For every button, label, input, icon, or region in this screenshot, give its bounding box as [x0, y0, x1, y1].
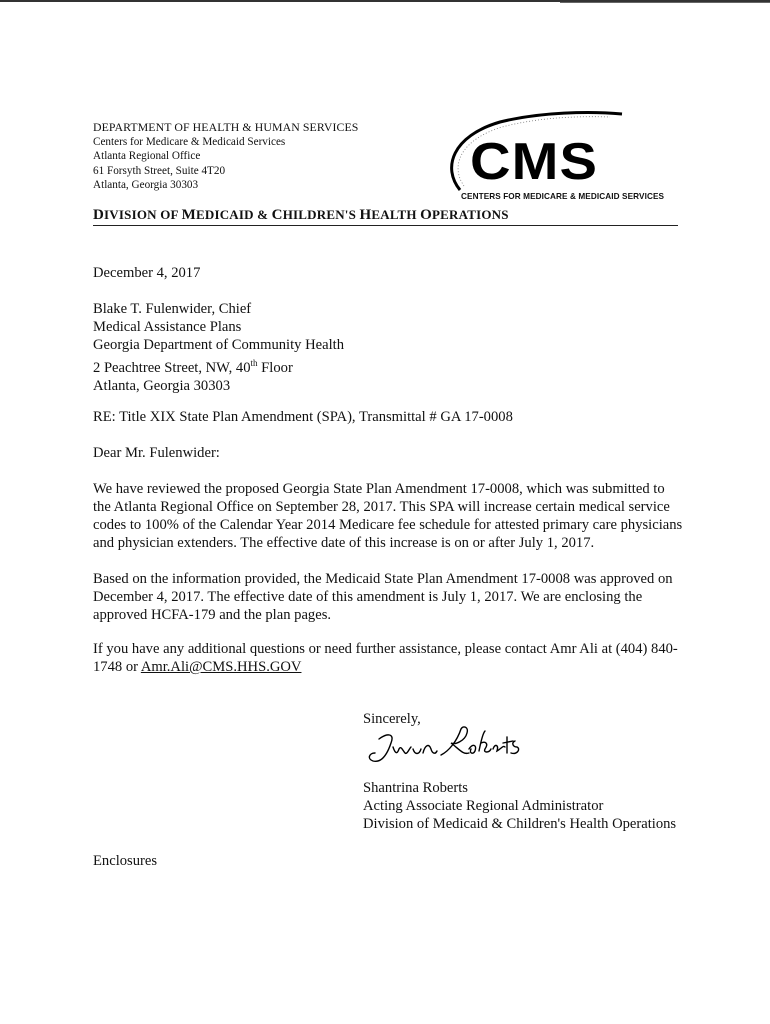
- center-name: Centers for Medicare & Medicaid Services: [93, 135, 286, 148]
- cms-logo-subtitle: CENTERS FOR MEDICARE & MEDICAID SERVICES: [461, 192, 665, 201]
- recipient-address: [93, 300, 683, 395]
- subject-line: RE: Title XIX State Plan Amendment (SPA), Transmittal # GA 17-0008: [93, 409, 513, 425]
- signer-block: [363, 779, 676, 833]
- signer-title: Acting Associate Regional Administrator: [363, 798, 604, 814]
- enclosures-note: Enclosures: [93, 853, 158, 869]
- page-top-border-fragment: [560, 2, 770, 3]
- signer-division: Division of Medicaid & Children's Health Operations: [363, 816, 677, 832]
- header-divider: [93, 225, 678, 226]
- recipient-title: Medical Assistance Plans: [93, 319, 242, 335]
- body-paragraph-3: If you have any additional questions or need further assistance, please contact Amr Ali at (404) 840-1748 or Amr.Ali@CMS.HHS.GOV: [93, 641, 678, 675]
- contact-email-link[interactable]: Amr.Ali@CMS.HHS.GOV: [140, 659, 302, 675]
- cms-logo-text: CMS: [470, 133, 599, 191]
- cms-logo: [440, 108, 680, 208]
- body-paragraph-1: We have reviewed the proposed Georgia State Plan Amendment 17-0008, which was submitted to the Atlanta Regional Office on September 28, 2017. This SPA will increase certain medical service codes to 100% of the Calendar Year 2014 Medicare fee schedule for attested primary care physicians and physician extenders. The effective date of this increase is on or after July 1, 2017.: [93, 481, 683, 551]
- letter-date: December 4, 2017: [93, 265, 201, 281]
- office-city: Atlanta, Georgia 30303: [93, 179, 199, 192]
- office-street: 61 Forsyth Street, Suite 4T20: [93, 164, 226, 177]
- agency-address-block: [93, 120, 358, 193]
- signer-name: Shantrina Roberts: [363, 780, 468, 796]
- handwritten-signature: [365, 723, 525, 771]
- closing: Sincerely,: [363, 711, 421, 727]
- division-heading: DIVISION OF MEDICAID & CHILDREN'S HEALTH OPERATIONS: [93, 207, 509, 223]
- salutation: Dear Mr. Fulenwider:: [93, 445, 220, 461]
- recipient-street: 2 Peachtree Street, NW, 40th Floor: [93, 358, 293, 376]
- body-paragraph-2: Based on the information provided, the Medicaid State Plan Amendment 17-0008 was approved on December 4, 2017. The effective date of this amendment is July 1, 2017. We are enclosing the approved HCFA-179 and the plan pages.: [93, 571, 673, 623]
- recipient-city: Atlanta, Georgia 30303: [93, 377, 231, 394]
- office-name: Atlanta Regional Office: [93, 150, 201, 163]
- department-name: DEPARTMENT OF HEALTH & HUMAN SERVICES: [93, 120, 359, 134]
- recipient-name: Blake T. Fulenwider, Chief: [93, 301, 252, 317]
- recipient-organization: Georgia Department of Community Health: [93, 337, 345, 353]
